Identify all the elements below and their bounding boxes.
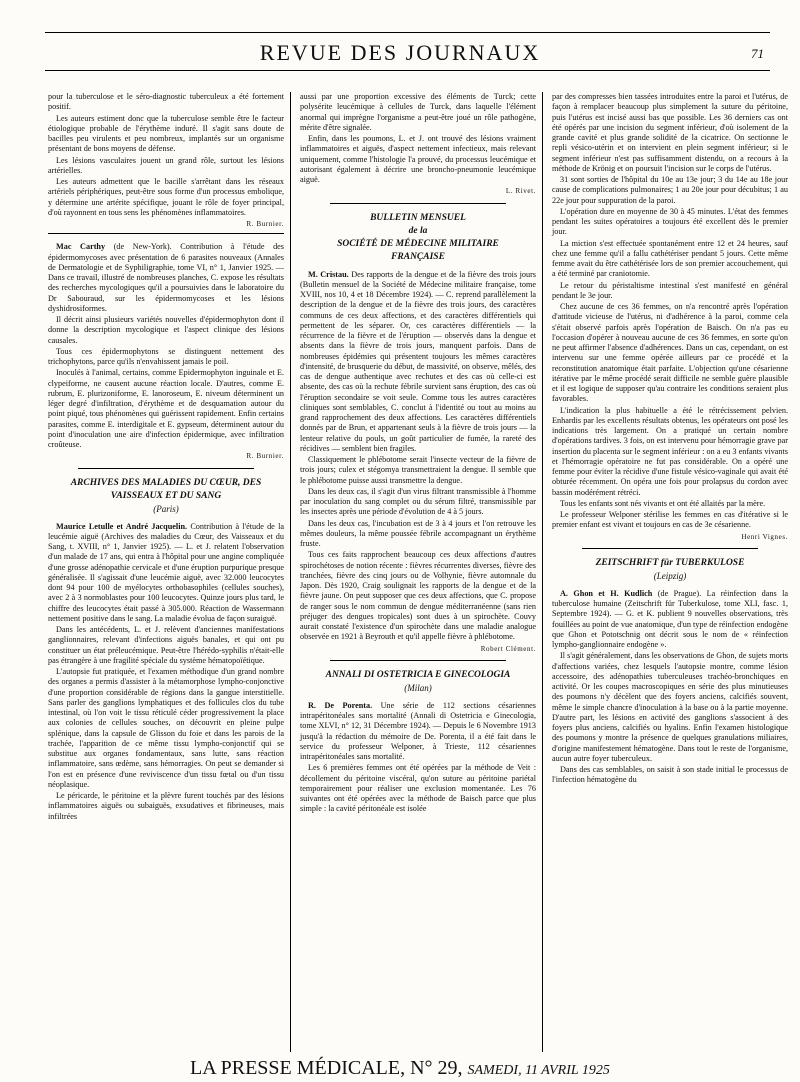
section-title-line: FRANÇAISE <box>391 251 445 262</box>
section-title: ARCHIVES DES MALADIES DU CŒUR, DES VAISSEAUX ET DU SANG <box>70 477 262 501</box>
signature: Robert Clément. <box>480 644 536 653</box>
paragraph: Dans des cas semblables, on saisit à son stade initial le processus de l'infection hématogène du <box>552 765 788 785</box>
signature: R. Burnier. <box>246 452 284 461</box>
section-title: ZEITSCHRIFT für TUBERKULOSE <box>595 557 745 568</box>
paragraph: Le retour du péristaltisme intestinal s'est manifesté en général pendant le 3e jour. <box>552 280 788 300</box>
section-title-line: SOCIÉTÉ DE MÉDECINE MILITAIRE <box>337 238 499 249</box>
paragraph: 31 sont sorties de l'hôpital du 10e au 13e jour; 3 du 14e au 18e jour cause de complications pulmonaires; 1 au 20e jour pour décubitus; 1 au 22e jour pour suppuration de la paroi. <box>552 175 788 205</box>
paragraph: Tous les enfants sont nés vivants et ont été allaités par la mère. <box>560 498 766 508</box>
page-title: REVUE DES JOURNAUX <box>259 40 541 65</box>
section-heading <box>552 557 788 583</box>
section-city: (Paris) <box>153 503 179 514</box>
column-divider <box>542 92 543 1052</box>
paragraph: Le péricarde, le péritoine et la plèvre furent touchés par des lésions inflammatoires aiguës ou subaiguës, exsudatives et fibrineuses, mais infiltrées <box>48 791 284 821</box>
paragraph: Dans les deux cas, il s'agit d'un virus filtrant transmissible à l'homme par inoculation du sang complet ou du sérum filtré, transmissible par les insectes après une période d'évolution de 4 à 5 jours. <box>300 486 536 517</box>
article-author: R. De Porenta. <box>308 700 373 710</box>
divider <box>582 548 758 549</box>
column-2 <box>300 92 536 816</box>
paragraph: Enfin, dans les poumons, L. et J. ont trouvé des lésions vraiment inflammatoires et aiguës, d'aspect nettement infectieux, mais relevant uniquement, comme l'histologie l'a prouvé, du processus leucémique et autorisant également à décrire une broncho-pneumonie leucémique aiguë. <box>300 134 536 184</box>
footer-journal: LA PRESSE MÉDICALE, <box>190 1057 406 1079</box>
paragraph: Les auteurs estiment donc que la tuberculose semble être le facteur étiologique probable de l'érythème induré. Il s'agit sans doute de bacilles peu virulents et peu nombreux, implantés sur un organisme présentant de bons moyens de défense. <box>48 113 284 154</box>
divider <box>48 233 284 234</box>
paragraph: Les lésions vasculaires jouent un grand rôle, surtout les lésions artérielles. <box>48 155 284 175</box>
article-paragraph <box>48 522 284 625</box>
paragraph: par des compresses bien tassées introduites entre la paroi et l'utérus, de façon à remplacer beaucoup plus simplement la suture du péritoine, puis l'utérus est incisé aussi bas que possible. Les 36 derniers cas ont été opérés par une incision du segment inférieur, d'où isolement de la grande cavité et plus grande solidité de la cicatrice. On sectionne le repli vésico-utérin et on intervient en plein segment inférieur; si le segment inférieur n'est pas suffisamment distendu, on a recours à la méthode de Krönig et on poursuit l'incision sur le corps de l'utérus. <box>552 92 788 173</box>
paragraph: Tous ces épidermophytons se distinguent nettement des trichophytons, parce qu'ils n'envahissent jamais le poil. <box>48 346 284 366</box>
article-paragraph <box>300 701 536 763</box>
section-heading <box>48 477 284 516</box>
section-city: (Leipzig) <box>653 570 687 581</box>
section-heading <box>300 669 536 695</box>
article-author: Mac Carthy <box>56 242 106 252</box>
header-top-rule <box>45 32 770 33</box>
column-1 <box>48 92 284 823</box>
section-title: ANNALI DI OSTETRICIA E GINECOLOGIA <box>325 669 511 680</box>
article-paragraph <box>48 242 284 314</box>
article-author: Maurice Letulle et André Jacquelin. <box>56 521 188 531</box>
paragraph: aussi par une proportion excessive des éléments de Turck; cette polysérite leucémique à cellules de Turck, dans laquelle l'élément anormal qui imprègne l'organisme a peut-être joué un rôle pathogène, mérite d'être signalée. <box>300 92 536 132</box>
article-text: Des rapports de la dengue et de la fièvre des trois jours (Bulletin mensuel de la Société de Médecine militaire française, tome XVIII, nos 10, 4 et 18 Décembre 1924). — C. reprend parallèlement la description de la dengue et de la fièvre des trois jours, des caractères communs de ces deux affections, et des caractères différentiels qui permettent de les séparer. Or, ces caractères différentiels — la récurrence de la fièvre et de l'éruption — observés dans la dengue et absents dans la fièvre de trois jours, manquent parfois. Dans de nombreuses épidémies qui présentent toujours les mêmes caractères d'intensité, de brusquerie du début, de massivité, on observe, mêlés, des cas de dengue authentique avec rechutes et des cas où celle-ci est absente, des cas où la rechute fébrile survient sans éruption, des cas où l'éruption secondaire se voit seule. Comme tous les autres caractères cliniques sont semblables, C. conclut à l'identité ou tout au moins au grand rapprochement des deux affections. Les caractères différentiels donnés par de Brun, et appartenant seuls à la fièvre de trois jours — la lenteur relative du pouls, un goût particulier de fumée, la rareté des récidives — semblent bien fragiles. <box>300 269 536 453</box>
article-author: M. Cristau. <box>308 269 349 279</box>
article-text: Une série de 112 sections césariennes intrapéritonéales sans mortalité (Annali di Ostetricia e Ginecologia, tome XLVI, n° 12, 31 Décembre 1924). — Depuis le 6 Novembre 1913 jusqu'à la rédaction du mémoire de De. Porenta, il a été fait dans le service du professeur Welponer, à Trieste, 112 césariennes intrapéritonéales sans mortalité. <box>300 700 536 761</box>
paragraph: Les 6 premières femmes ont été opérées par la méthode de Veit : décollement du péritoine viscéral, qu'on suture au péritoine pariétal temporairement pour réaliser une exclusion momentanée. Les 76 suivantes ont été opérées avec la méthode de Baisch parce que plus simple : la cavité péritonéale est isolée <box>300 763 536 814</box>
column-divider <box>290 92 291 1052</box>
section-city: (Milan) <box>404 682 432 693</box>
divider <box>78 468 254 469</box>
paragraph: Les auteurs admettent que le bacille s'arrêtant dans les réseaux artériels périphériques, peut-être sous forme d'un processus embolique, y détermine une artérite spécifique, jouant le rôle de foyer principal, d'où rayonnent en tous sens les phénomènes inflammatoires. <box>48 177 284 217</box>
article-text: (de Prague). La réinfection dans la tuberculose humaine (Zeitschrift für Tuberkulose, tome XLI, fasc. 1, Septembre 1924). — G. et K. publient 9 nouvelles observations, très fouillées au point de vue anatomique, d'un type de réinfection endogène que Ghon et Pototschnig ont décrit sous le nom de « réinfection lympho-ganglionnaire endogène ». <box>552 588 788 649</box>
paragraph: L'opération dure en moyenne de 30 à 45 minutes. L'état des femmes pendant les suites opératoires a toujours été excellent dès le premier jour. <box>552 206 788 237</box>
section-title-line: BULLETIN MENSUEL <box>370 212 466 223</box>
article-text: (de New-York). Contribution à l'étude des épidermomycoses avec présentation de 6 parasites nouveaux (Annales de Dermatologie et de Syphiligraphie, tome VI, n° 1, Janvier 1925. — Dans ce travail, illustré de nombreuses planches, C. expose les résultats des recherches mycologiques qu'il a poursuivies dans le laboratoire du Dr Sabouraud, sur les épidermomycoses et les lésions dyshidrosiformes. <box>48 242 284 313</box>
paragraph: Il décrit ainsi plusieurs variétés nouvelles d'épidermophyton dont il donne la description mycologique et l'aspect clinique des lésions causales. <box>48 315 284 345</box>
paragraph: pour la tuberculose et le séro-diagnostic tuberculeux a été fortement positif. <box>48 92 284 112</box>
article-author: A. Ghon et H. Kudlich <box>560 588 653 598</box>
paragraph: Classiquement le phlébotome serait l'insecte vecteur de la fièvre de trois jours; culex et stégomya transmettraient la dengue. Il semble que le phlébotome puisse aussi transmettre la dengue. <box>300 455 536 485</box>
column-3 <box>552 92 788 787</box>
paragraph: Le professeur Welponer stérilise les femmes en cas d'itérative si le premier enfant est vivant et toujours en cas de 3e césarienne. <box>552 510 788 530</box>
divider <box>330 203 506 204</box>
paragraph: L'autopsie fut pratiquée, et l'examen méthodique d'un grand nombre des organes a permis d'assister à la métamorphose lympho-conjonctive d'une proportion considérable de régions dans la gangue interstitielle. Sans parler des ganglions lymphatiques et des follicules clos du tube intestinal, où l'on voit le tissu réticulé céder progressivement la place aux colonies de cellules souches, on découvrit en pleine pulpe splénique, dans la capsule de Glisson du foie et dans les parois de la trachée, l'apparition de ce même tissu lympho-conjonctif qui se substitue aux organes fondamentaux, sans lutte, sans réaction inflammatoire, sans œdème, sans hémorragies. On peut se demander si l'on est en présence d'une reviviscence d'un tissu fœtal ou d'un tissu néoplasique. <box>48 667 284 789</box>
page-footer <box>0 1057 800 1080</box>
signature: R. Burnier. <box>246 220 284 228</box>
page-number: 71 <box>751 46 764 61</box>
signature: Henri Vignes. <box>741 532 788 541</box>
section-heading <box>300 212 536 264</box>
paragraph: Il s'agit généralement, dans les observations de Ghon, de sujets morts d'affections variées, chez lesquels l'autopsie montre, comme lésion accessoire, des adénopathies tuberculeuses trachéo-bronchiques en activité. Or les coupes macroscopiques en série des plus minutieuses des poumons n'y décèlent que des foyers anciens, calcifiés souvent, même le simple chancre d'inoculation à la base ou à la partie moyenne. D'autre part, les lésions en activité des ganglions s'associent à des foyers plus anciens, calcifiés ou hyalins. Enfin l'examen histologique des poumons y montre la présence de quelques granulations miliaires, d'origine manifestement hématogène. Dans tout le reste de l'organisme, aucun autre foyer tuberculeux. <box>552 651 788 763</box>
divider <box>330 660 506 661</box>
paragraph: Chez aucune de ces 36 femmes, on n'a rencontré après l'opération d'attitude vicieuse de l'utérus, ni d'adhérence à la paroi, comme cela s'était observé parfois après l'opération de Baisch. On n'a pas eu l'occasion d'opérer à nouveau aucune de ces 36 femmes, en sorte qu'on ne peut affirmer l'absence d'adhérences. Dans un cas, cependant, on est intervenu sur une femme opérée ailleurs par ce procédé et la reconstitution anatomique était parfaite. L'objection qu'une césarienne itérative par le même procédé serait difficile ne semble guère plausible et il est logique de supposer qu'au contraire les conditions seraient plus favorables. <box>552 302 788 404</box>
paragraph: La miction s'est effectuée spontanément entre 12 et 24 heures, sauf chez une femme qu'il a fallu cathétériser pendant 5 jours. Cette même femme avait du être cathétérisée lors de son premier accouchement, qui a été terminé par craniotomie. <box>552 238 788 279</box>
signature: L. Rivet. <box>505 187 536 196</box>
paragraph: Dans les deux cas, l'incubation est de 3 à 4 jours et l'on retrouve les mêmes douleurs, la même poussée fébrile accompagnant un érythème fruste. <box>300 518 536 548</box>
footer-issue-number: N° 29, <box>410 1057 463 1079</box>
article-paragraph <box>300 270 536 455</box>
footer-date: SAMEDI, 11 AVRIL 1925 <box>467 1063 610 1078</box>
header-bottom-rule <box>45 70 770 71</box>
article-text: Contribution à l'étude de la leucémie aiguë (Archives des maladies du Cœur, des Vaisseaux et du Sang, t. XVIII, n° 1, Janvier 1925). — L. et J. relatent l'observation d'un malade de 17 ans, qui entra à l'hôpital pour une angine compliquée d'une grosse adénopathie cervicale et d'une éruption purpurique presque généralisée. Il s'agissait d'une leucémie aiguë, avec 32.000 leucocytes dont 94 pour 100 de myélocytes orthobasophiles (cellules souches), avec 2 à 3 normoblastes pour 100 leucocytes. Quinze jours plus tard, le chiffre des leucocytes était passé à 305.000. Réaction de Wassermann nettement positive dans le sang. La maladie évolua de façon suraiguë. <box>48 521 284 623</box>
paragraph: Inoculés à l'animal, certains, comme Epidermophyton inguinale et E. clypeiforme, ne causent aucune réaction locale. D'autres, comme E. rubrum, E. plurizoniforme, E. lanoroseum, E. niveum déterminent un léger degré d'infiltration, d'érythème et de desquamation autour du point piqué, tous phénomènes qui guérissent rapidement. Enfin certains parasites, comme E. interdigitale et E. gypseum, déterminent autour du point d'inoculation une aire d'infection épidermique, avec infiltration croûteuse. <box>48 368 284 449</box>
paragraph: Tous ces faits rapprochent beaucoup ces deux affections d'autres spirochétoses de notion récente : fièvres récurrentes diverses, fièvre des tranchées, fièvre des cinq jours ou de Volhynie, fièvre automnale du Japon. Dès 1920, Craig soulignait les rapports de la dengue et de la fièvre jaune. On peut supposer que ces deux affections, que C. propose de ranger sous le nom commun de dengue méditerranéenne (sans rien préjuger des dengues tropicales) sont dues à un spirochète. Couvy aurait constaté l'existence d'un spirochète dans une maladie analogue observée en 1921 à Beyrouth et qu'il appelle fièvre à phlébotome. <box>300 550 536 642</box>
paragraph: Dans les antécédents, L. et J. relèvent d'anciennes manifestations ganglionnaires, relevant d'infections aiguës banales, et qui ont pu constituer un état préleucémique. Peut-être l'hérédo-syphilis n'était-elle pas étrangère à une fragilité spéciale du système hématopoïétique. <box>48 625 284 665</box>
section-title-line: de la <box>408 225 428 236</box>
article-paragraph <box>552 589 788 651</box>
paragraph: L'indication la plus habituelle a été le rétrécissement pelvien. Enhardis par les excellents résultats obtenus, les opérateurs ont posé les indications très largement. On a pratiqué un certain nombre d'opérations tardives. 3 fois, on est intervenu pour hémorragie grave par insertion du placenta sur le segment inférieur : on a eu 3 enfants vivants et l'hémorragie opératoire ne fut pas considérable. On a opéré une femme pour éviter la récidive d'une fistule vésico-vaginale qui avait été obturée récemment. On opéra une fois pour prolapsus du cordon avec bassin modérément rétréci. <box>552 405 788 497</box>
